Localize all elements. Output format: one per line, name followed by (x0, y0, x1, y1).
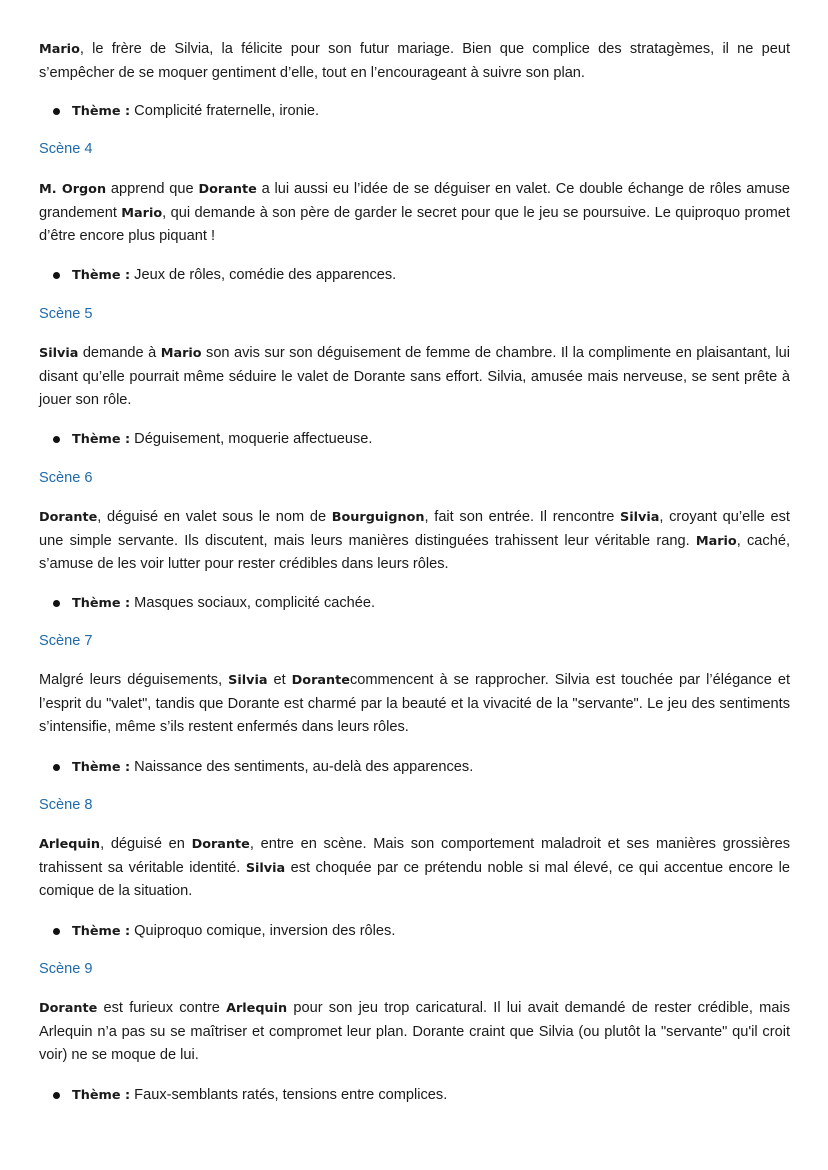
paragraph-text: , caché, s’amuse de les voir lutter pour rester crédibles dans leurs rôles. (39, 532, 790, 573)
bullet-icon (53, 928, 60, 935)
scene-9-heading: Scène 9 (39, 961, 93, 977)
character-name: Dorante (198, 182, 257, 197)
scene-6-heading: Scène 6 (39, 470, 93, 486)
paragraph-text: son avis sur son déguisement de femme de chambre. Il la complimente en plaisantant, lui disant qu’elle pourrait même séduire le valet de Dorante sans effort. Silvia, amusée mais nerveuse, se sent prête à jouer son rôle. (39, 345, 790, 409)
character-name: M. Orgon (39, 182, 107, 197)
character-name: Silvia (620, 510, 660, 525)
theme-text: Quiproquo comique, inversion des rôles. (134, 923, 396, 939)
paragraph-text: a lui aussi eu l’idée de se déguiser en valet. Ce double échange de rôles amuse grandement (39, 181, 790, 221)
paragraph-text: , déguisé en valet sous le nom de (97, 509, 332, 525)
paragraph-text: , le frère de Silvia, la félicite pour son futur mariage. Bien que complice des stratagèmes, il ne peut s’empêcher de se moquer gentiment d’elle, tout en l’encourageant à suivre son plan. (39, 41, 790, 81)
theme-label: Thème : (72, 760, 131, 775)
paragraph-text: , fait son entrée. Il rencontre (424, 509, 621, 525)
character-name: Silvia (39, 346, 79, 361)
bullet-icon (53, 108, 60, 115)
theme-text: Faux-semblants ratés, tensions entre complices. (134, 1087, 448, 1103)
theme-label: Thème : (72, 268, 131, 283)
scene-6-theme (72, 593, 375, 614)
paragraph-text: Malgré leurs déguisements, (39, 672, 229, 688)
theme-label: Thème : (72, 104, 131, 119)
character-name: Dorante (291, 673, 350, 688)
character-name: Bourguignon (331, 510, 425, 525)
theme-label: Thème : (72, 432, 131, 447)
character-name: Arlequin (226, 1001, 288, 1016)
paragraph-text: apprend que (106, 181, 199, 197)
scene-7-paragraph (39, 669, 790, 740)
intro-theme (72, 101, 319, 122)
scene-9-theme (72, 1085, 447, 1106)
paragraph-text: commencent à se rapprocher. Silvia est touchée par l’élégance et l’esprit du "valet", tandis que Dorante est charmé par la beauté et la vivacité de la "servante". Le jeu des sentiments s’intensifie, même s’ils restent enfermés dans leurs rôles. (39, 672, 791, 736)
character-name: Dorante (191, 837, 250, 852)
character-name: Silvia (228, 673, 268, 688)
theme-label: Thème : (72, 1088, 131, 1103)
scene-6-paragraph (39, 506, 790, 577)
scene-5-paragraph (39, 342, 790, 413)
paragraph-text: est choquée par ce prétendu noble si mal élevé, ce qui accentue encore le comique de la situation. (39, 859, 790, 900)
theme-text: Déguisement, moquerie affectueuse. (134, 431, 373, 447)
paragraph-text: , entre en scène. Mais son comportement maladroit et ses manières grossières trahissent sa véritable identité. (39, 836, 790, 876)
paragraph-text: demande à (78, 345, 161, 361)
character-name: Dorante (39, 510, 98, 525)
intro-paragraph (39, 38, 790, 85)
scene-4-heading: Scène 4 (39, 141, 93, 157)
theme-label: Thème : (72, 924, 131, 939)
scene-4-paragraph (39, 178, 790, 249)
paragraph-text: pour son jeu trop caricatural. Il lui avait demandé de rester crédible, mais Arlequin n’a pas su se maîtriser et compromet leur plan. Dorante craint que Silvia (ou plutôt la "servante" qu'il croit voir) ne se moque de lui. (39, 1000, 790, 1064)
character-name: Dorante (39, 1001, 98, 1016)
character-name: Mario (121, 205, 163, 221)
character-name: Silvia (245, 860, 286, 876)
theme-text: Jeux de rôles, comédie des apparences. (134, 267, 397, 283)
scene-8-theme (72, 921, 395, 942)
paragraph-text: , croyant qu’elle est une simple servante. Ils discutent, mais leurs manières distinguées trahissent leur véritable rang. (39, 509, 790, 549)
character-name: Arlequin (39, 837, 101, 852)
scene-7-theme (72, 757, 473, 778)
scene-5-heading: Scène 5 (39, 306, 93, 322)
paragraph-text: est furieux contre (97, 1000, 227, 1016)
paragraph-text: et (267, 672, 292, 688)
bullet-icon (53, 272, 60, 279)
character-name: Mario (39, 42, 80, 57)
paragraph-text: , déguisé en (100, 836, 192, 852)
theme-text: Naissance des sentiments, au-delà des apparences. (134, 759, 474, 775)
bullet-icon (53, 600, 60, 607)
bullet-icon (53, 1092, 60, 1099)
bullet-icon (53, 764, 60, 771)
character-name: Mario (160, 346, 202, 361)
scene-7-heading: Scène 7 (39, 633, 93, 649)
character-name: Mario (695, 533, 737, 549)
theme-label: Thème : (72, 596, 131, 611)
scene-5-theme (72, 429, 372, 450)
theme-text: Complicité fraternelle, ironie. (134, 103, 320, 119)
scene-4-theme (72, 265, 396, 286)
scene-9-paragraph (39, 997, 790, 1068)
theme-text: Masques sociaux, complicité cachée. (134, 595, 376, 611)
paragraph-text: , qui demande à son père de garder le secret pour que le jeu se poursuive. Le quiproquo promet d’être encore plus piquant ! (39, 204, 790, 245)
bullet-icon (53, 436, 60, 443)
scene-8-heading: Scène 8 (39, 797, 93, 813)
scene-8-paragraph (39, 833, 790, 904)
